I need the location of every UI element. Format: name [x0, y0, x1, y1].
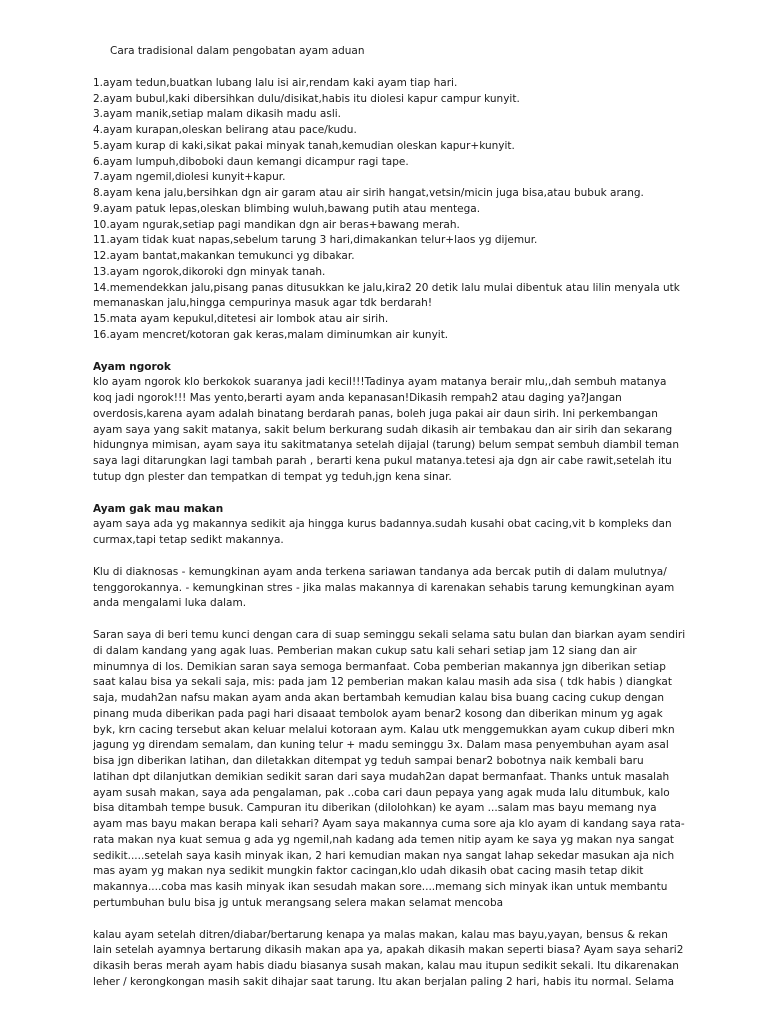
list-item: 8.ayam kena jalu,bersihkan dgn air garam atau air sirih hangat,vetsin/micin juga bisa,atau bubuk arang. — [93, 187, 644, 199]
paragraph-line: saat kalau bisa ya sekali saja, mis: pada jam 12 pemberian makan kalau masih ada sisa ( tdk habis ) diangkat — [93, 676, 672, 689]
list-item: 3.ayam manik,setiap malam dikasih madu asli. — [93, 108, 341, 121]
paragraph-line: ayam mas bayu makan berapa kali sehari? Ayam saya makannya cuma sore aja klo ayam di kandang saya rata- — [93, 818, 685, 830]
paragraph-line: di dalam kandang yang agak luas. Pemberian makan cukup satu kali sehari setiap jam 12 siang dan air — [93, 644, 637, 657]
list-item: 7.ayam ngemil,diolesi kunyit+kapur. — [93, 171, 286, 184]
document-title: Cara tradisional dalam pengobatan ayam aduan — [110, 45, 365, 57]
list-item: 13.ayam ngorok,dikoroki dgn minyak tanah. — [93, 265, 326, 278]
paragraph-line: sedikit.....setelah saya kasih minyak ikan, 2 hari kemudian makan nya sangat lahap sekedar masukan aja nich — [93, 849, 675, 862]
section-ayam-ngorok — [93, 360, 685, 486]
paragraph-line: rata makan nya kuat semua g ada yg ngemil,nah kadang ada temen nitip ayam ke saya yg makan nya sangat — [93, 833, 674, 846]
paragraph-diagnosis — [93, 565, 685, 612]
paragraph-line: curmax,tapi tetap sedikt makannya. — [93, 534, 284, 546]
paragraph-saran — [93, 628, 685, 912]
paragraph-setelah-tarung — [93, 928, 685, 991]
list-item: 10.ayam ngurak,setiap pagi mandikan dgn air beras+bawang merah. — [93, 218, 460, 231]
paragraph-line: mas ayam yg makan nya sedikit mungkin faktor cacingan,klo udah dikasih obat cacing masih tetap dikit — [93, 865, 644, 878]
paragraph-line: kalau ayam setelah ditren/diabar/bertarung kenapa ya malas makan, kalau mas bayu,yayan, bensus & rekan — [93, 928, 668, 941]
section-heading: Ayam ngorok — [93, 360, 171, 373]
remedy-list — [93, 76, 685, 344]
paragraph-line: overdosis,karena ayam adalah binatang berdarah panas, boleh juga pakai air daun sirih. Ini perkembangan — [93, 407, 658, 420]
section-heading: Ayam gak mau makan — [93, 502, 224, 515]
list-item: 1.ayam tedun,buatkan lubang lalu isi air,rendam kaki ayam tiap hari. — [93, 76, 458, 89]
paragraph-line: ayam saya ada yg makannya sedikit aja hingga kurus badannya.sudah kusahi obat cacing,vit b kompleks dan — [93, 518, 672, 531]
list-item: 12.ayam bantat,makankan temukunci yg dibakar. — [93, 250, 355, 262]
paragraph-line: dikasih beras merah ayam habis diadu biasanya susah makan, kalau mau itupun sedikit sekali. Itu dikarenakan — [93, 960, 679, 972]
paragraph-line: latihan dpt dilanjutkan demikian sedikit saran dari saya mudah2an dapat bermanfaat. Thanks untuk masalah — [93, 770, 670, 783]
paragraph-line: pertumbuhan bulu bisa jg untuk merangsang selera makan selamat mencoba — [93, 896, 504, 909]
list-item: 9.ayam patuk lepas,oleskan blimbing wuluh,bawang putih atau mentega. — [93, 202, 481, 215]
paragraph-line: tutup dgn plester dan tempatkan di tempat yg teduh,jgn kena sinar. — [93, 470, 452, 483]
paragraph-line: saja, mudah2an nafsu makan ayam anda akan bertambah kemudian kalau bisa buang cacing cukup dengan — [93, 692, 665, 704]
list-item: memanaskan jalu,hingga cempurinya masuk agar tdk berdarah! — [93, 297, 433, 310]
list-item: 5.ayam kurap di kaki,sikat pakai minyak tanah,kemudian oleskan kapur+kunyit. — [93, 139, 515, 152]
paragraph-line: ayam saya yang sakit matanya, sakit belum berkurang sudah dikasih air tembakau dan air sirih dan sekarang — [93, 423, 673, 436]
paragraph-line: lain setelah ayamnya bertarung dikasih makan apa ya, apakah dikasih makan seperti biasa? Ayam saya sehari2 — [93, 944, 684, 957]
list-item: 14.memendekkan jalu,pisang panas ditusukkan ke jalu,kira2 20 detik lalu mulai dibentuk atau lilin menyala utk — [93, 281, 680, 294]
paragraph-line: koq jadi ngorok!!! Mas yento,berarti ayam anda kepanasan!Dikasih rempah2 atau daging ya?Jangan — [93, 392, 622, 404]
list-item: 2.ayam bubul,kaki dibersihkan dulu/disikat,habis itu diolesi kapur campur kunyit. — [93, 92, 520, 105]
paragraph-line: Saran saya di beri temu kunci dengan cara di suap seminggu sekali selama satu bulan dan biarkan ayam sendiri — [93, 629, 686, 641]
list-item: 16.ayam mencret/kotoran gak keras,malam diminumkan air kunyit. — [93, 328, 449, 341]
paragraph-line: minumnya di los. Demikian saran saya semoga bermanfaat. Coba pemberian makannya jgn diberikan setiap — [93, 660, 666, 673]
paragraph-line: bisa ditambah tempe busuk. Campuran itu diberikan (dilolohkan) ke ayam ...salam mas bayu memang nya — [93, 802, 657, 815]
document-page — [93, 44, 685, 1007]
paragraph-line: jagung yg direndam semalam, dan kuning telur + madu seminggu 3x. Dalam masa penyembuhan ayam asal — [93, 739, 669, 752]
list-item: 11.ayam tidak kuat napas,sebelum tarung 3 hari,dimakankan telur+laos yg dijemur. — [93, 234, 538, 247]
paragraph-line: Klu di diaknosas - kemungkinan ayam anda terkena sariawan tandanya ada bercak putih di dalam mulutnya/ — [93, 565, 667, 578]
section-ayam-gak-mau-makan — [93, 502, 685, 549]
paragraph-line: leher / kerongkongan masih sakit dihajar saat tarung. Itu akan berjalan paling 2 hari, habis itu normal. Selama — [93, 975, 675, 988]
paragraph-line: ayam susah makan, saya ada pengalaman, pak ..coba cari daun pepaya yang agak muda lalu ditumbuk, kalo — [93, 786, 670, 799]
paragraph-line: tenggorokannya. - kemungkinan stres - jika malas makannya di karenakan sehabis tarung kemungkinan ayam — [93, 581, 675, 594]
paragraph-line: pinang muda diberikan pada pagi hari disaaat tembolok ayam benar2 kosong dan diberikan minum yg agak — [93, 707, 663, 720]
paragraph-line: klo ayam ngorok klo berkokok suaranya jadi kecil!!!Tadinya ayam matanya berair mlu,,dah sembuh matanya — [93, 376, 667, 389]
paragraph-line: saya lagi ditarungkan lagi tambah parah , berarti kena pukul matanya.tetesi aja dgn air cabe rawit,setelah itu — [93, 455, 672, 467]
list-item: 4.ayam kurapan,oleskan belirang atau pace/kudu. — [93, 124, 357, 136]
list-item: 6.ayam lumpuh,diboboki daun kemangi dicampur ragi tape. — [93, 155, 409, 168]
paragraph-line: bisa jgn diberikan latihan, dan diletakkan ditempat yg teduh sampai benar2 bobotnya naik kembali baru — [93, 755, 644, 767]
paragraph-line: byk, krn cacing tersebut akan keluar melalui kotoraan aym. Kalau utk menggemukkan ayam cukup diberi mkn — [93, 723, 675, 736]
paragraph-line: hidungnya mimisan, ayam saya itu sakitmatanya setelah dijajal (tarung) belum sempat sembuh diambil teman — [93, 439, 680, 452]
list-item: 15.mata ayam kepukul,ditetesi air lombok atau air sirih. — [93, 313, 389, 325]
paragraph-line: anda mengalami luka dalam. — [93, 597, 247, 610]
paragraph-line: makannya....coba mas kasih minyak ikan sesudah makan sore....memang sich minyak ikan untuk membantu — [93, 881, 668, 893]
